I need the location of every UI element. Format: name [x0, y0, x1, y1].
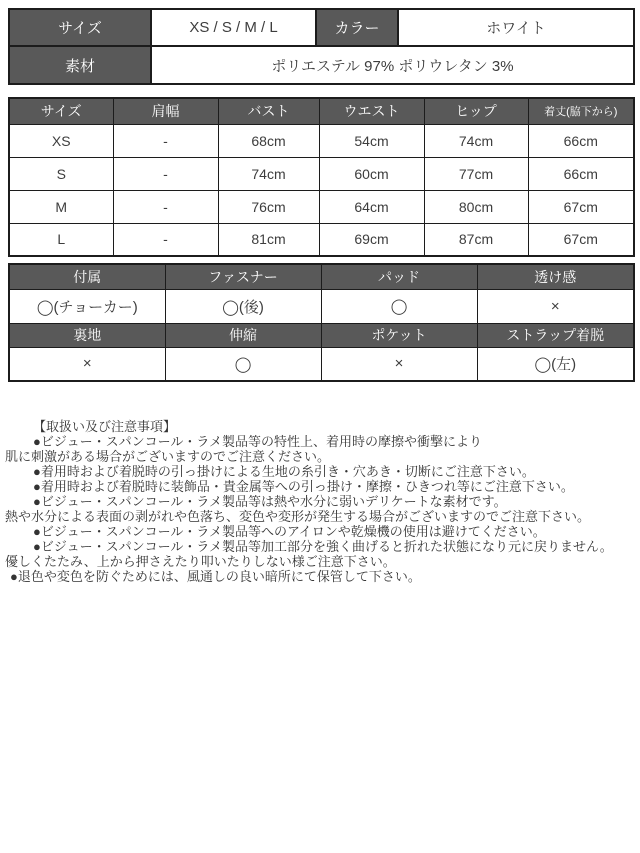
size-chart-header-waist: ウエスト — [319, 98, 424, 124]
cell-waist: 60cm — [319, 157, 424, 190]
size-chart-header-bust: バスト — [218, 98, 319, 124]
feature-header-sheer: 透け感 — [477, 264, 634, 289]
cell-waist: 54cm — [319, 124, 424, 157]
cell-hip: 74cm — [424, 124, 528, 157]
care-notes — [0, 419, 640, 584]
care-notes-title: 【取扱い及び注意事項】 — [33, 419, 177, 434]
cell-length: 67cm — [528, 190, 634, 223]
feature-value-sheer: × — [477, 289, 634, 323]
feature-value-strap: ◯(左) — [477, 347, 634, 381]
size-chart-row-xs — [9, 124, 634, 157]
color-label: カラー — [316, 9, 398, 46]
spec-row-size-color — [9, 9, 634, 46]
feature-header-row-2 — [9, 323, 634, 347]
feature-value-accessory: ◯(チョーカー) — [9, 289, 165, 323]
feature-value-pad: ◯ — [321, 289, 477, 323]
size-chart-header-shoulder: 肩幅 — [113, 98, 218, 124]
note-line: ●ビジュー・スパンコール・ラメ製品等加工部分を強く曲げると折れた状態になり元に戻りません。 — [33, 539, 613, 554]
cell-length: 67cm — [528, 223, 634, 256]
cell-hip: 80cm — [424, 190, 528, 223]
feature-header-pad: パッド — [321, 264, 477, 289]
note-line: ●ビジュー・スパンコール・ラメ製品等へのアイロンや乾燥機の使用は避けてください。 — [33, 524, 546, 539]
size-chart-header-hip: ヒップ — [424, 98, 528, 124]
feature-header-stretch: 伸縮 — [165, 323, 321, 347]
cell-length: 66cm — [528, 124, 634, 157]
cell-size: S — [9, 157, 113, 190]
color-value: ホワイト — [398, 9, 634, 46]
cell-shoulder: - — [113, 124, 218, 157]
cell-hip: 87cm — [424, 223, 528, 256]
cell-bust: 81cm — [218, 223, 319, 256]
note-line: ●着用時および着脱時に装飾品・貴金属等への引っ掛け・摩擦・ひきつれ等にご注意下さい。 — [33, 479, 574, 494]
note-line: 肌に刺激がある場合がございますのでご注意ください。 — [5, 449, 331, 464]
note-line: 優しくたたみ、上から押さえたり叩いたりしない様ご注意下さい。 — [5, 554, 396, 569]
cell-size: L — [9, 223, 113, 256]
cell-hip: 77cm — [424, 157, 528, 190]
feature-header-pocket: ポケット — [321, 323, 477, 347]
note-line: ●ビジュー・スパンコール・ラメ製品等は熱や水分に弱いデリケートな素材です。 — [33, 494, 507, 509]
feature-value-fastener: ◯(後) — [165, 289, 321, 323]
feature-value-lining: × — [9, 347, 165, 381]
size-chart-table — [8, 97, 635, 257]
feature-header-accessory: 付属 — [9, 264, 165, 289]
size-chart-row-l — [9, 223, 634, 256]
spec-row-material — [9, 46, 634, 84]
feature-header-row-1 — [9, 264, 634, 289]
size-chart-header-size: サイズ — [9, 98, 113, 124]
cell-waist: 64cm — [319, 190, 424, 223]
cell-bust: 68cm — [218, 124, 319, 157]
note-line: ●ビジュー・スパンコール・ラメ製品等の特性上、着用時の摩擦や衝撃により — [33, 434, 482, 449]
material-label: 素材 — [9, 46, 151, 84]
size-chart-header-length: 着丈(脇下から) — [528, 98, 634, 124]
size-chart-header-row — [9, 98, 634, 124]
size-chart-row-s — [9, 157, 634, 190]
cell-waist: 69cm — [319, 223, 424, 256]
cell-shoulder: - — [113, 223, 218, 256]
feature-header-fastener: ファスナー — [165, 264, 321, 289]
cell-size: XS — [9, 124, 113, 157]
feature-header-strap: ストラップ着脱 — [477, 323, 634, 347]
note-line: ●退色や変色を防ぐためには、風通しの良い暗所にて保管して下さい。 — [10, 569, 421, 584]
material-value: ポリエステル 97% ポリウレタン 3% — [151, 46, 634, 84]
feature-value-row-1 — [9, 289, 634, 323]
size-value: XS / S / M / L — [151, 9, 316, 46]
cell-size: M — [9, 190, 113, 223]
note-line: ●着用時および着脱時の引っ掛けによる生地の糸引き・穴あき・切断にご注意下さい。 — [33, 464, 535, 479]
feature-value-pocket: × — [321, 347, 477, 381]
size-chart-row-m — [9, 190, 634, 223]
cell-bust: 76cm — [218, 190, 319, 223]
cell-length: 66cm — [528, 157, 634, 190]
spec-table — [8, 8, 635, 85]
note-line: 熱や水分による表面の剥がれや色落ち、変色や変形が発生する場合がございますのでご注意下さい。 — [5, 509, 591, 524]
feature-table — [8, 263, 635, 382]
cell-shoulder: - — [113, 157, 218, 190]
feature-header-lining: 裏地 — [9, 323, 165, 347]
feature-value-stretch: ◯ — [165, 347, 321, 381]
feature-value-row-2 — [9, 347, 634, 381]
cell-bust: 74cm — [218, 157, 319, 190]
cell-shoulder: - — [113, 190, 218, 223]
size-label: サイズ — [9, 9, 151, 46]
